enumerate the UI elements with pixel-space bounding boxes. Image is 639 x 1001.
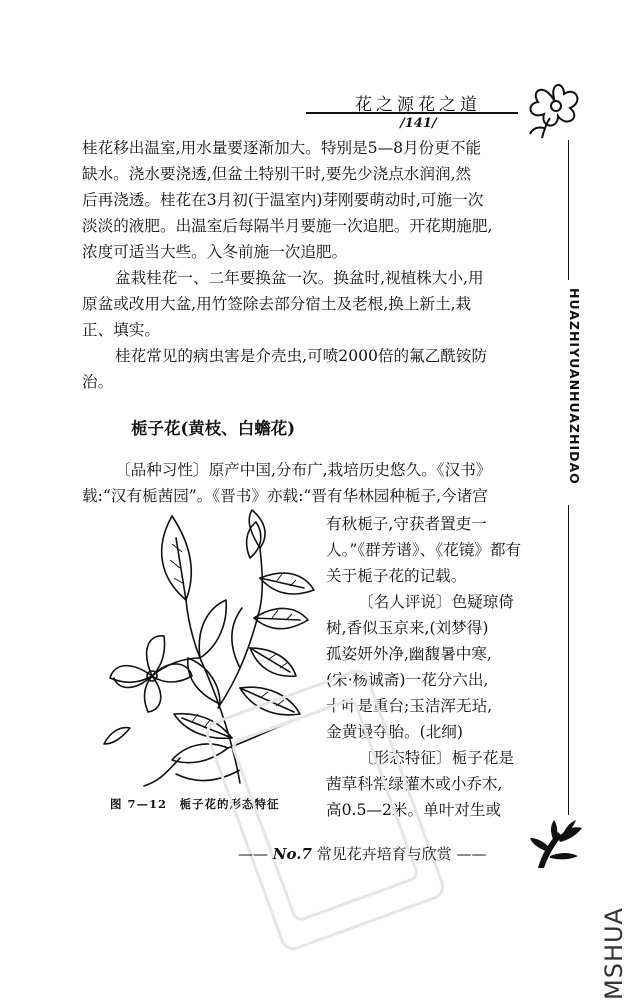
column-line-4: 〔名人评说〕色疑琼倚 <box>358 593 514 611</box>
footer-chapter-title: 常见花卉培育与欣赏 <box>316 845 452 863</box>
page-number: /141/ <box>400 116 437 131</box>
section-heading: 栀子花(黄枝、白蟾花) <box>131 419 296 438</box>
watermark-stamp <box>200 660 460 960</box>
column-line-12: 高0.5—2米。单叶对生或 <box>326 801 502 819</box>
column-line-10: 〔形态特征〕栀子花是 <box>358 749 514 767</box>
body-line-10: 治。 <box>82 373 114 391</box>
body-line-7: 原盆或改用大盆,用竹签除去部分宿土及老根,换上新土,栽 <box>82 295 472 313</box>
corner-watermark-text: MSHUA <box>600 907 628 1000</box>
footer-rule-left: —— <box>238 845 273 863</box>
section-line-2: 载:“汉有栀茜园”。《晋书》亦载:“晋有华林园种栀子,今诸宫 <box>82 487 488 505</box>
side-rule-bottom <box>568 505 569 815</box>
body-line-9: 桂花常见的病虫害是介壳虫,可喷2000倍的氟乙酰铵防 <box>115 347 488 365</box>
side-rule-top <box>568 140 569 280</box>
footer-chapter-number: No.7 <box>272 845 312 863</box>
figure-caption: 图 7—12 栀子花的形态特征 <box>110 797 280 811</box>
section-line-1: 〔品种习性〕原产中国,分布广,栽培历史悠久。《汉书》 <box>115 461 492 479</box>
body-line-3: 后再浇透。桂花在3月初(于温室内)芽刚要萌动时,可施一次 <box>82 191 484 209</box>
body-line-8: 正、填实。 <box>82 321 160 339</box>
body-line-4: 淡淡的液肥。出温室后每隔半月要施一次追肥。开花期施肥, <box>82 217 493 235</box>
column-line-9: 金黄谩夺胎。(北䌹) <box>326 723 463 741</box>
column-line-11: 茜草科常绿灌木或小乔木, <box>326 775 503 793</box>
column-line-1: 有秋栀子,守获者置吏一 <box>326 515 487 533</box>
column-line-7: (宋·杨诚斋)一花分六出, <box>326 671 489 689</box>
column-line-3: 关于栀子花的记载。 <box>326 567 467 585</box>
running-header-title: 花之源花之道 <box>355 95 481 115</box>
header-rule <box>306 112 518 114</box>
body-line-5: 浓度可适当大些。入冬前施一次追肥。 <box>82 243 348 261</box>
flower-ornament-icon <box>520 72 590 142</box>
column-line-5: 树,香似玉京来,(刘梦得) <box>326 619 489 637</box>
footer-rule-right: —— <box>456 845 487 863</box>
column-line-2: 人。”《群芳谱》、《花镜》都有 <box>326 541 522 559</box>
column-line-8: 十叶是重台;玉洁浑无玷, <box>326 697 493 715</box>
body-line-6: 盆栽桂花一、二年要换盆一次。换盆时,视植株大小,用 <box>115 269 484 287</box>
column-line-6: 孤姿妍外净,幽馥暑中寒, <box>326 645 492 663</box>
side-running-title: HUAZHIYUANHUAZHIDAO <box>567 288 582 485</box>
body-line-1: 桂花移出温室,用水量要逐渐加大。特别是5—8月份更不能 <box>82 139 482 157</box>
body-line-2: 缺水。浇水要浇透,但盆土特别干时,要先少浇点水润润,然 <box>82 165 472 183</box>
plant-ornament-icon <box>528 818 586 870</box>
footer-chapter <box>238 843 486 864</box>
